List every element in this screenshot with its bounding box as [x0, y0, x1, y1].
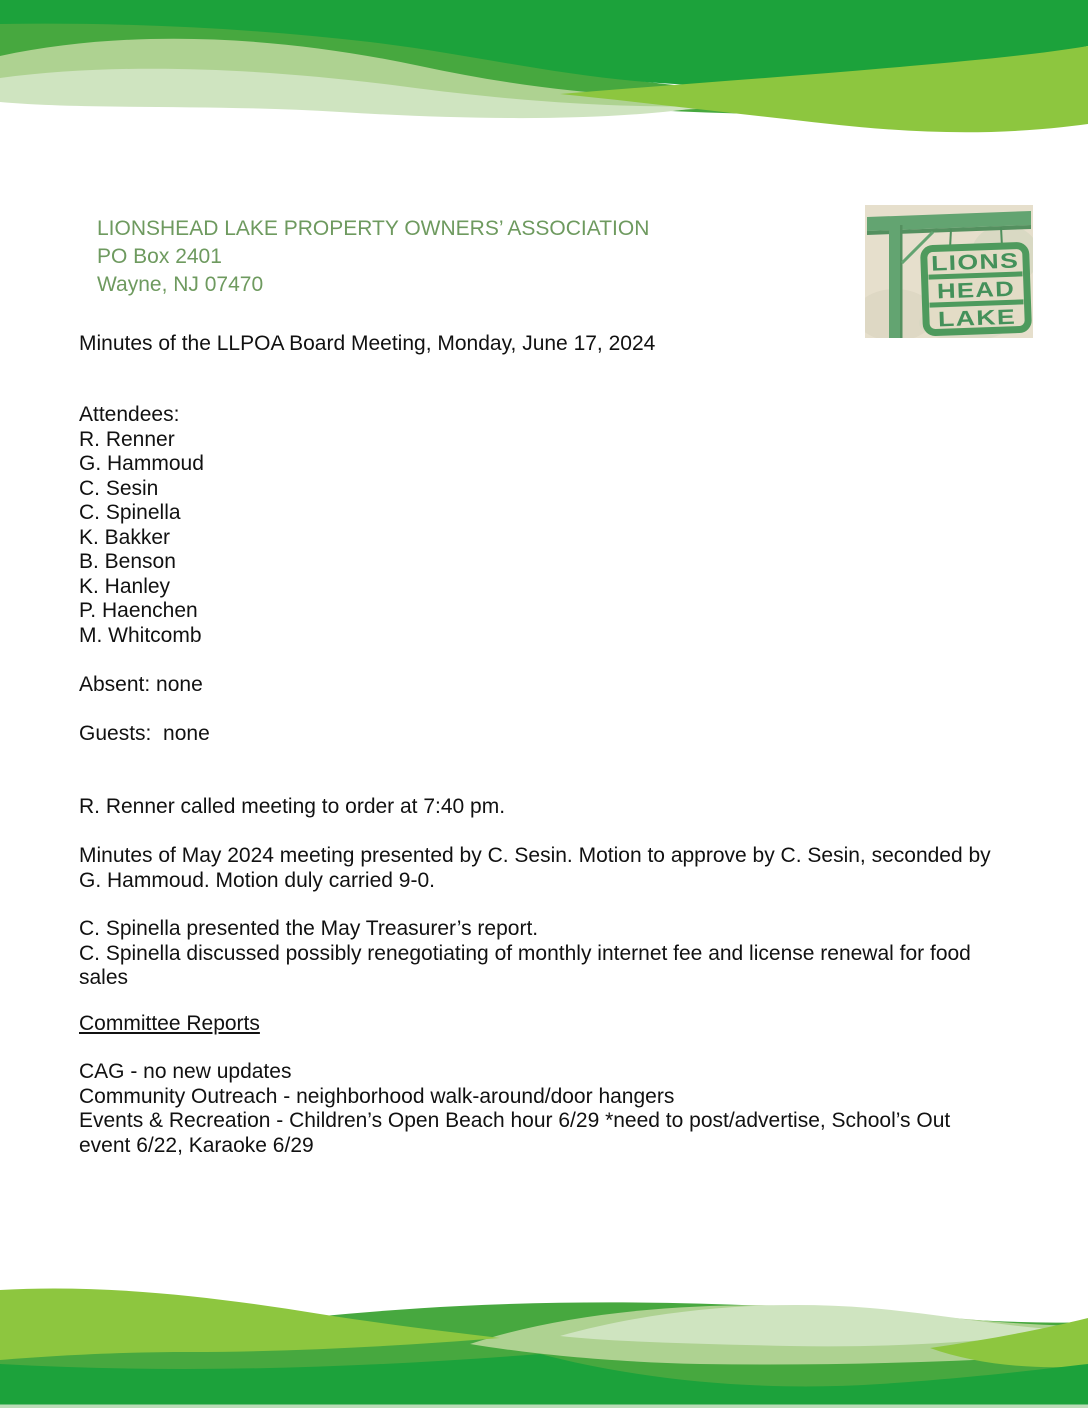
committee-report-line: Community Outreach - neighborhood walk-around/door hangers [79, 1084, 675, 1108]
attendees-label: Attendees: [79, 403, 180, 426]
sign-text-head: HEAD [936, 278, 1001, 304]
org-address-line2: Wayne, NJ 07470 [97, 273, 264, 296]
committee-report-line: CAG - no new updates [79, 1060, 292, 1083]
attendee-name: G. Hammoud [79, 452, 204, 475]
lionshead-lake-logo [865, 205, 1033, 338]
attendee-name: K. Bakker [79, 525, 171, 549]
call-to-order-text: R. Renner called meeting to order at 7:40 pm. [79, 795, 506, 818]
paragraph-line: sales [79, 966, 129, 989]
minutes-approval-paragraph [79, 844, 991, 893]
absent-line [79, 673, 203, 698]
page-bottom-edge [0, 1405, 1088, 1408]
bottom-wave-banner [0, 1268, 1088, 1408]
committee-reports-heading [79, 1012, 260, 1037]
committee-report-line: Events & Recreation - Children’s Open Beach hour 6/29 *need to post/advertise, School’s Out [79, 1109, 951, 1132]
attendee-name: M. Whitcomb [79, 623, 202, 647]
attendee-name: C. Sesin [79, 476, 159, 500]
attendee-name: B. Benson [79, 550, 176, 573]
attendee-name: C. Spinella [79, 501, 181, 524]
attendee-name: K. Hanley [79, 574, 171, 598]
treasurer-paragraph [79, 917, 971, 991]
committee-heading-text: Committee Reports [79, 1012, 260, 1035]
absent-text: Absent: none [79, 673, 203, 696]
attendee-name: R. Renner [79, 427, 175, 451]
top-wave-banner [0, 0, 1088, 136]
hanging-sign [924, 245, 1029, 333]
guests-text: Guests: none [79, 722, 210, 745]
sign-text-lake: LAKE [937, 306, 1000, 332]
call-to-order-paragraph [79, 795, 505, 820]
org-name: LIONSHEAD LAKE PROPERTY OWNERS’ ASSOCIATION [97, 217, 650, 240]
org-address-line1: PO Box 2401 [97, 245, 222, 268]
guests-line [79, 722, 210, 747]
sign-text-lions: LIONS [930, 250, 1001, 276]
attendee-name: P. Haenchen [79, 599, 198, 622]
attendees-section [79, 403, 204, 648]
sign-post-shadow [900, 225, 903, 338]
committee-reports-list [79, 1060, 950, 1158]
org-address-block [97, 215, 649, 299]
paragraph-line: Minutes of May 2024 meeting presented by C. Sesin. Motion to approve by C. Sesin, seconded by [79, 844, 991, 867]
document-title: Minutes of the LLPOA Board Meeting, Monday, June 17, 2024 [79, 332, 656, 355]
paragraph-line: C. Spinella discussed possibly renegotiating of monthly internet fee and license renewal for food [79, 941, 971, 965]
committee-report-line: event 6/22, Karaoke 6/29 [79, 1133, 314, 1157]
paragraph-line: G. Hammoud. Motion duly carried 9-0. [79, 868, 435, 892]
paragraph-line: C. Spinella presented the May Treasurer’s report. [79, 917, 539, 940]
